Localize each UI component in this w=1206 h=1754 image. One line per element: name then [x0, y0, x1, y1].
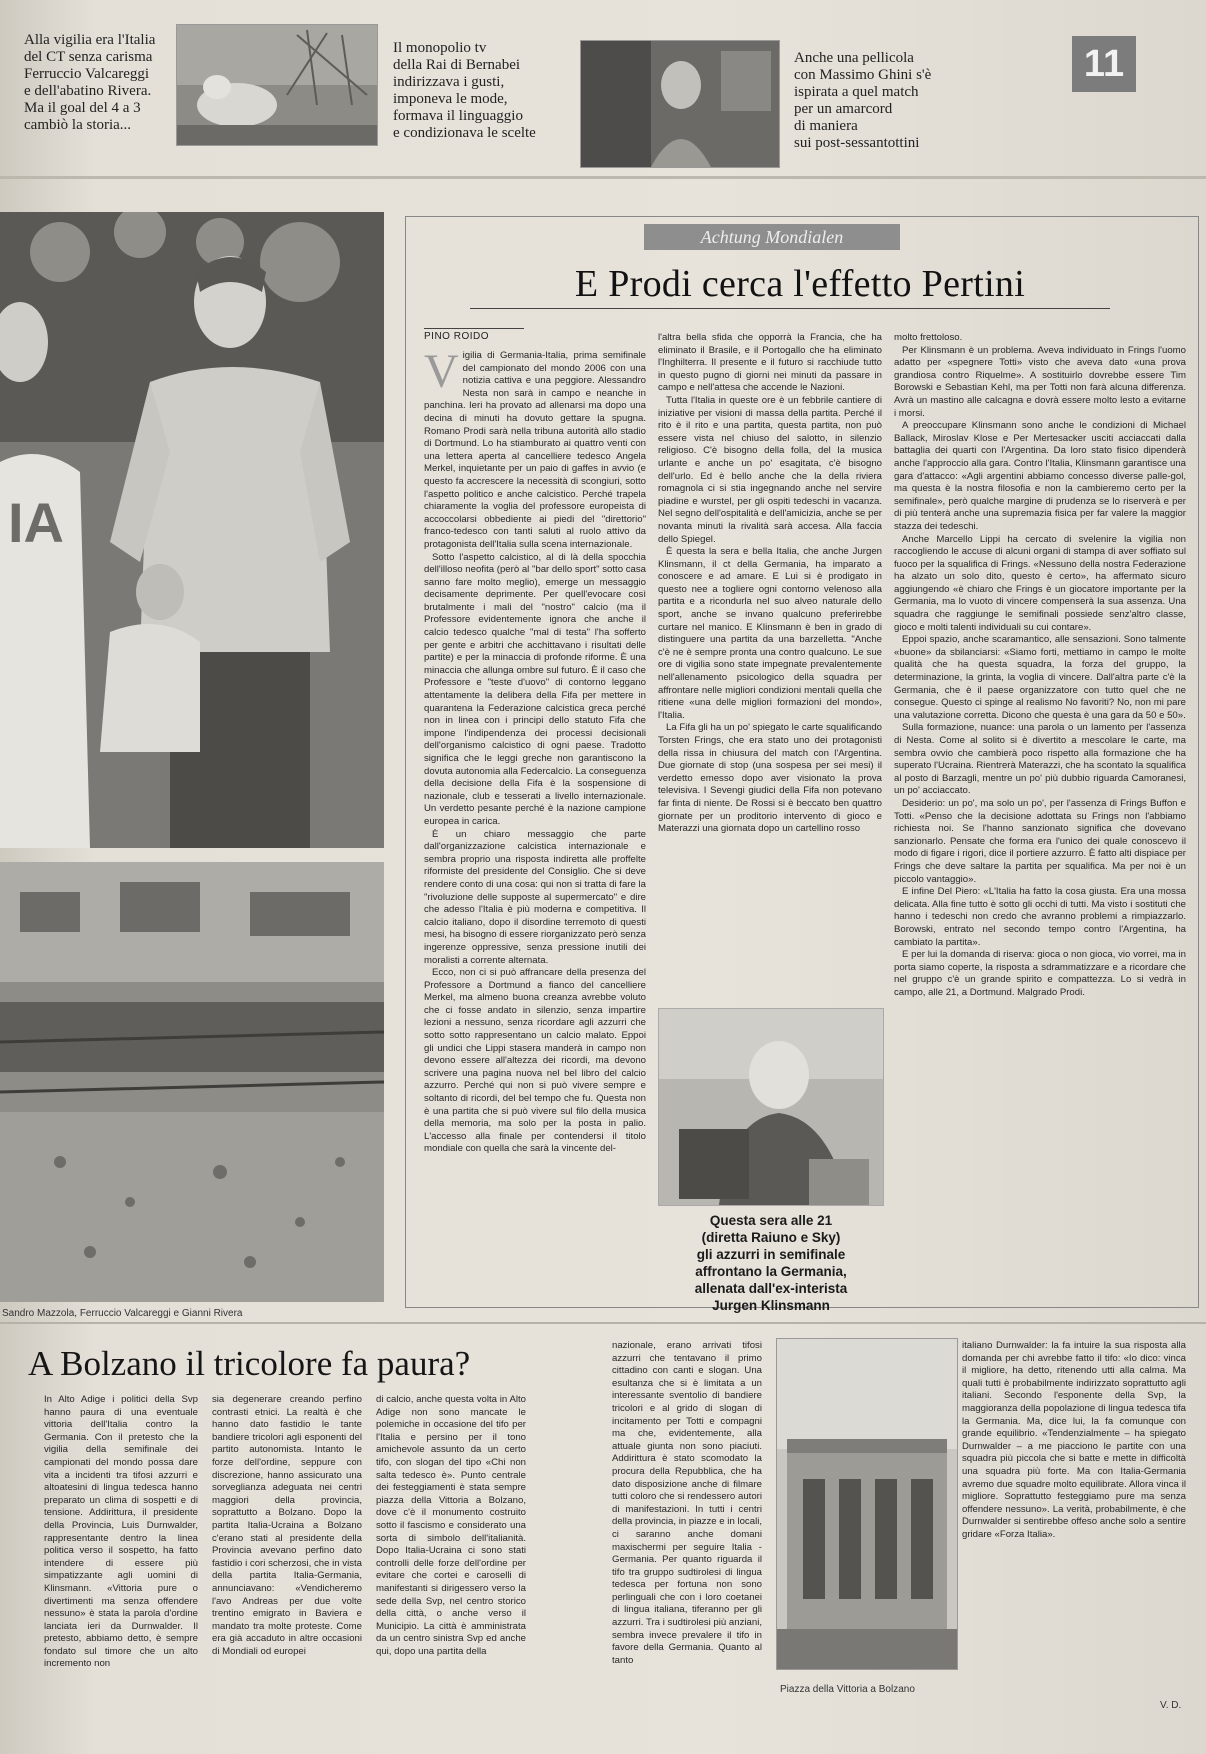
- article-paragraph: A preoccupare Klinsmann sono anche le condizioni di Michael Ballack, Miroslav Klose e Per Mertesacker usciti acciaccati dalla battaglia dei quarti con l'Argentina. Da loro stato fisico dipenderà anche l'approccio alla gara. Contro l'Italia, Klinsmann garantisce una gara d'attacco: «Agli argentini abbiamo concesso diverse palle-gol, ma questa è la nostra filosofia e non la cambieremo certo per la semifinale», però qualche margine di prudenza se lo riserverà e per di più tenterà anche una supremazia fisica per far valere la maggior stazza dei tedeschi.: [894, 420, 1186, 532]
- lower-photo-stadium: [0, 862, 384, 1302]
- bolzano-photo-caption: Piazza della Vittoria a Bolzano: [780, 1684, 915, 1695]
- bottom-column-2: [212, 1394, 362, 1694]
- teaser-2: [393, 40, 573, 142]
- article-paragraph: Desiderio: un po', ma solo un po', per l'assenza di Frings Buffon e Totti. «Penso che la decisione adottata su Frings non l'abbiamo richiesta noi. Se l'hanno sanzionato significa che dovevano sanzionarlo. Pensate che forma era l'unico dei quale conoscevo il modo di figare i rigori, dice il portiere azzurro. È fatto alti dispiace per Frings che deve saltare la partita per squalifica. Ma per noi è un piccolo vantaggio».: [894, 797, 1186, 885]
- article-column-1: [424, 350, 646, 1298]
- article-byline: PINO ROIDO: [424, 331, 490, 342]
- inset-photo-caption: Questa sera alle 21 (diretta Raiuno e Sky) gli azzurri in semifinale affrontano la Germania, allenata dall'ex-interista Jurgen Klinsmann: [694, 1213, 848, 1313]
- article-paragraph: Tutta l'Italia in queste ore è un febbrile cantiere di iniziative per visioni di massa della partita. Perché il rito è il rito e una partita, questa partita, non può essere vista nel chiuso del salotto, in silenzio religioso. C'è bisogno della folla, del la musica urlante e anche un po' esagitata, c'è bisogno dell'urlo. Ed è bello anche che la della riviera romagnola ci si stia ingegnando anche nel servire piadine e wurstel, per gli ospiti tedeschi in vacanza. Nel segno dell'ospitalità e dell'amicizia, anche se per novanta minuti la rivalità sarà accesa. Alla faccia dello Spiegel.: [658, 394, 882, 545]
- bottom-column-3: [376, 1394, 526, 1694]
- bolzano-square-photo: [776, 1338, 958, 1670]
- article-paragraph: E infine Del Piero: «L'Italia ha fatto la cosa giusta. Era una mossa delicata. Alla fine tutto è sotto gli occhi di tutti. Ma visto i sostituti che hanno i tedeschi non credo che avranno problemi a rimpiazzarlo. Borowski, entrato nel secondo tempo contro l'Argentina, ha cambiato la partita».: [894, 886, 1186, 948]
- headline-rule: [470, 308, 1110, 309]
- header-strip: [0, 18, 1206, 168]
- svg-text:IA: IA: [8, 491, 64, 554]
- bottom-paragraph: italiano Durnwalder: la fa intuire la sua risposta alla domanda per chi avrebbe fatto il tifo: «Io dico: vinca il migliore, ha detto, ritenendo utti alla calma. Ma quali tutti è probabilmente indirizzato soprattutto agli italiani. Secondo l'esponente della Svp, la maggioranza della popolazione di lingua tedesca tifa la Germania. Ma, dice lui, la fa comunque con grande equilibrio. «Tendenzialmente – ha spiegato Durnwalder – a me piacciono le partite con una squadra più piccola che si batte e mette in difficoltà una squadra più forte. Ma con Italia-Germania avremo due squadre molto equilibrate. Allora vinca il migliore. Soprattutto festeggiamo pure ma senza offendere nessuno». La verità, probabilmente, è che Durnwalder si sentirebbe offeso anche solo a sentire gridare «Forza Italia».: [962, 1340, 1186, 1540]
- bottom-column-4: [612, 1340, 762, 1694]
- article-paragraph: molto frettoloso.: [894, 332, 963, 343]
- left-photo-caption: Sandro Mazzola, Ferruccio Valcareggi e Gianni Rivera: [2, 1308, 243, 1319]
- teaser-1-photo: [176, 24, 378, 146]
- article-column-3: [894, 332, 1186, 1296]
- main-photo-players: [0, 212, 384, 848]
- article-paragraph: Anche Marcello Lippi ha cercato di svelenire la vigilia non raccogliendo le accuse di alcuni organi di stampa di aver soffiato sul fuoco per la squalifica di Frings. «Nessuno della nostra Federazione ha alzato un solo dito, questo è certo», ha affermato sicuro aggiungendo «è chiaro che Frings è un giocatore importante per la Germania, ma lo vuoto di vincere compenserà la sua assenza. Una squadra che raggiunge le semifinali possiede senz'altro classe, gioco e molti talenti individuali su cui contare».: [894, 533, 1186, 633]
- bottom-column-5: [962, 1340, 1186, 1692]
- teaser-3-photo: [580, 40, 780, 168]
- article-paragraph: Ecco, non ci si può affrancare della presenza del Professore a Dortmund a fianco del cancelliere Merkel, ma almeno buona creanza avrebbe voluto che ci fosse andato in silenzio, senza impartire lezioni a nessuno, senza ricordare agli azzurri che sotto sotto rappresentano un calcio malato. Eppoi gli undici che Lippi stasera manderà in campo non devono essere all'altezza dei ricordi, ma devono scrivere una pagina nuova nel bel libro del calcio azzurro. Perché qui non si può vivere sempre e soltanto di ricordi, del bel tempo che fu. Questa non è una partita che si può vivere sul filo della musica della memoria, ma solo per la posta in palio. L'accesso alla finale per contendersi il titolo mondiale con quella che sarà la vincente del-: [424, 967, 646, 1155]
- bottom-column-1: [44, 1394, 198, 1694]
- bottom-paragraph: sia degenerare creando perfino contrasti etnici. La realtà è che hanno dato fastidio le tante bandiere tricolori agli esponenti del partito autonomista. Intanto le forze dell'ordine, seppure con discrezione, hanno assicurato una sorveglianza adeguata nei centri maggiori della provincia, soprattutto a Bolzano. Dopo la partita Italia-Ucraina a Bolzano c'erano stati al presidente della Provincia avevano perfino dato fastidio i cori scherzosi, che in vista della partita Italia-Germania, annunciavano: «Vendicheremo l'avo Andreas per due volte trentino emigrato in Baviera e mandato tra molte proteste. Come era già accaduto in altre occasioni di Mondiali od europei: [212, 1394, 362, 1657]
- article-dropcap: V: [424, 350, 459, 398]
- bottom-paragraph: di calcio, anche questa volta in Alto Adige non sono mancate le polemiche in occasione del tifo per l'Italia e persino per il tono amichevole assunto da un certo tifo, con slogan del tipo «Chi non salta tedesco è». Punto centrale dei festeggiamenti è stata sempre piazza della Vittoria a Bolzano, dove c'è il monumento costruito sotto il fascismo e considerato una sorta di simbolo dell'italianità. Dopo Italia-Ucraina ci sono stati controlli delle forze dell'ordine per evitare che cortei e caroselli di manifestanti si dirigessero verso la sede della Svp, nel centro storico della città, o anche verso il Municipio. La città è amministrata da un centro sinistra Svp ed anche qui, dopo una partita della: [376, 1394, 526, 1657]
- bottom-paragraph: In Alto Adige i politici della Svp hanno paura di una eventuale vittoria dell'Italia contro la Germania. Con il pretesto che la vigilia della semifinale dei campionati del mondo possa dare vita a incidenti tra tifosi azzurri e altoatesini di lingua tedesca hanno preparato un clima di sospetti e di tensione. Addirittura, il presidente della Provincia, Luis Durnwalder, rappresentante dentro la linea politica verso il sospetto, ha fatto intendere di essere più simpatizzante agli uomini di Klinsmann. «Vittoria pure o divertimenti ma senza offendere nessuno» è stata la parola d'ordine lanciata ieri da Durnwalder. Il pretesto, abbiamo detto, è sempre fondato sul timore che un alto incremento non: [44, 1394, 198, 1670]
- byline-rule: [424, 328, 524, 329]
- bottom-paragraph: nazionale, erano arrivati tifosi azzurri che tentavano il primo cittadino con canti e slogan. Una esultanza che si è limitata a un interessante sventolio di bandiere tricolori e al grido di slogan di incitamento per Totti e compagni ma che, evidentemente, alla attuale giunta non sono piaciuti. Addirittura è stato scomodato la procura della Repubblica, che ha dato disposizione anche di filmare tutti coloro che si rendessero autori di manifestazioni. In tutti i centri della provincia, in piazze e in locali, ci saranno anche domani maxischermi per seguire Italia - Germania. Per quanto riguarda il tifo tra gruppo sudtirolesi di lingua tedesca per fortuna non sono perlinguali che con i loro coetanei di lingua italiana, tiferanno per gli azzurri. Tra i sudtirolesi più anziani, sembra invece prevalere il tifo in favore della Germania. Quanto al tanto: [612, 1340, 762, 1666]
- teaser-2-text: Il monopolio tv della Rai di Bernabei indirizzava i gusti, imponeva le mode, formava il linguaggio e condizionava le scelte: [393, 40, 536, 141]
- teaser-1: [24, 32, 174, 134]
- article-paragraph: Per Klinsmann è un problema. Aveva individuato in Frings l'uomo adatto per «spegnere Totti» visto che aveva dato «una prova grandiosa contro Riquelme». A sostituirlo dovrebbe essere Tim Borowski e Sebastian Kehl, ma per Totti non farà alcuna differenza. Avrà un mastino alle calcagna e dovrà essere molto lesto a evitarne i morsi.: [894, 344, 1186, 419]
- article-paragraph: È un chiaro messaggio che parte dall'organizzazione calcistica internazionale e sembra proprio una risposta indiretta alle proffelte riformiste del presidente del Consiglio. Che si deve rendere conto di una cosa: qui non si tratta di fare la "rivoluzione delle supposte al supermercato" e dire che adesso l'Italia è più moderna e competitiva. Il calcio italiano, dopo il disordine terremoto di questi mesi, ha bisogno di essere riorganizzato però senza ingerenze oppressive, senza pressione inutili dei moralisti a corrente alternata.: [424, 828, 646, 966]
- teaser-3: [794, 50, 994, 152]
- article-column-2: [658, 332, 882, 1000]
- header-rule: [0, 176, 1206, 179]
- teaser-1-text: Alla vigilia era l'Italia del CT senza carisma Ferruccio Valcareggi e dell'abatino Rivera. Ma il goal del 4 a 3 cambiò la storia...: [24, 32, 156, 133]
- klinsmann-photo: [658, 1008, 884, 1206]
- article-paragraph: l'altra bella sfida che opporrà la Francia, che ha eliminato il Brasile, e il Portogallo che ha eliminato l'Inghilterra. Il presente e il futuro si racchiude tutto in questo pugno di giorni nei minuti da passare in campo e nell'attesa che accende le Nazioni.: [658, 332, 882, 394]
- footer-signature: V. D.: [1160, 1700, 1182, 1711]
- article-paragraph: La Fifa gli ha un po' spiegato le carte squalificando Torsten Frings, che era stato uno dei protagonisti della rissa in chiusura del match con l'Argentina. Due giornate di stop (una sospesa per sei mesi) il verdetto emesso dopo aver visionato la prova televisiva. I Sevengi giudici della Fifa non potevano far finta di niente. De Rossi si è beccato ben quattro giornate per un proditorio intervento di gioco e Materazzi una giornata dopo un cartellino rosso: [658, 722, 882, 835]
- article-paragraph: Eppoi spazio, anche scaramantico, alle sensazioni. Sono talmente «buone» da sbilanciarsi: «Siamo forti, mettiamo in campo le molte qualità che ha questa squadra, la forza del gruppo, la determinazione, la grinta, la voglia di vincere. Dall'altra parte c'è la Germania, che è il paese organizzatore con tutto quel che ne consegue. Questo ci spinge al realismo No favoriti? No, non mi pare una valutazione corretta. Dicono che questa è una gara da 50 e 50».: [894, 634, 1186, 721]
- article-paragraph: E per lui la domanda di riserva: gioca o non gioca, vio vorrei, ma in porta siamo coperte, la risposta a sdrammatizzare e a ricordare che nel gruppo c'è un grande spirito e compattezza. Lo si vedrà in campo, alle 21, a Dortmund. Malgrado Prodi.: [894, 949, 1186, 998]
- article-paragraph: igilia di Germania-Italia, prima semifinale del campionato del mondo 2006 con una notizia cattiva e una peggiore. Alessandro Nesta non sarà in campo e neanche in panchina. Ieri ha provato ad allenarsi ma dopo una decina di minuti ha dovuto gettare la spugna. Romano Prodi sarà nella tribuna autorità allo stadio di Dortmund. Lo ha stiamburato ai quattro venti con una lettera aperta al cancelliere tedesco Angela Merkel, inquietante per un paio di gaffes in avvio (e questo fa accrescere la necessità di scongiuri, sotto l'aspetto politico e anche calcistico. Perché trapela chiaramente la voglia del professore europeista di accoccolarsi obbediente ai piedi del "direttorio" franco-tedesco con tanti saluti al ruolo attivo da protagonista dell'Italia sulla scena internazionale.: [424, 350, 646, 550]
- page-number: 11: [1072, 36, 1136, 92]
- article-paragraph: È questa la sera e bella Italia, che anche Jurgen Klinsmann, il ct della Germania, ha imparato a conoscere e ad amare. E Lui si è prodigato in questo nee a togliere ogni contorno velenoso alla partita e a ricondurla nel suo alveo naturale dello sport, anche se invano qualcuno preferirebbe curtare nel manico. E Klinsmann è ben in grado di distinguere una partita da una barzelletta. "Anche c'è ne è sempre pronta una contro qualcuno. Le sue ore di vigilia sono state impegnate prevalentemente nell'allenamento psicologico della squadra per affrontare nelle migliori condizioni mentali quella che ritiene «una delle migliori formazioni del mondo», l'Italia.: [658, 546, 882, 721]
- article-kicker: Achtung Mondialen: [644, 224, 900, 250]
- article-headline: E Prodi cerca l'effetto Pertini: [574, 263, 1026, 305]
- article-paragraph: Sulla formazione, nuance: una parola o un lamento per l'assenza di Nesta. Come al solito si è divertito a mescolare le carte, ma sembra ovvio che cambierà poco rispetto alla formazione che ha superato l'Ucraina. Rientrerà Materazzi, che ha scontato la squalifica al posto di Barzagli, mentre un po' più dubbio riguarda Camoranesi, un po' acciaccato.: [894, 722, 1186, 797]
- bottom-divider: [0, 1322, 1206, 1324]
- article-paragraph: Sotto l'aspetto calcistico, al di là della spocchia dell'illoso neofita (però al "bar dello sport" sotto casa sanno fare molto meglio), emerge un messaggio decisamente deprimente. Per quell'evocare così brutalmente i mali del "nostro" calcio (ma il Professore evidentemente ignora che anche il calcio tedesco qualche "mal di testa" l'ha sofferto per gente e arbitri che acchittavano i risultati delle partite) e per la minaccia di profonde riforme. È una minaccia che allunga ombre sul futuro. È il caso che Professore e "teste d'uovo" di contorno leggano attentamente la delibera della Fifa per mettere in quarantena la Federazione calcistica greca perché non in linea con i principi dello statuto Fifa che impone l'indipendenza dei processi decisionali dell'organismo calcistico di ogni paese. Tradotto significa che le leggi greche non garantiscono la dovuta autonomia alla Federcalcio. La conseguenza della decisione della Fifa è la sospensione di nazionale, club e tesserati a livello internazionale. Un verdetto pesante perché è la nazione campione europea in carica.: [424, 551, 646, 827]
- bottom-article-headline: A Bolzano il tricolore fa paura?: [28, 1344, 471, 1383]
- teaser-3-text: Anche una pellicola con Massimo Ghini s'è ispirata a quel match per un amarcord di maniera sui post-sessantottini: [794, 50, 932, 151]
